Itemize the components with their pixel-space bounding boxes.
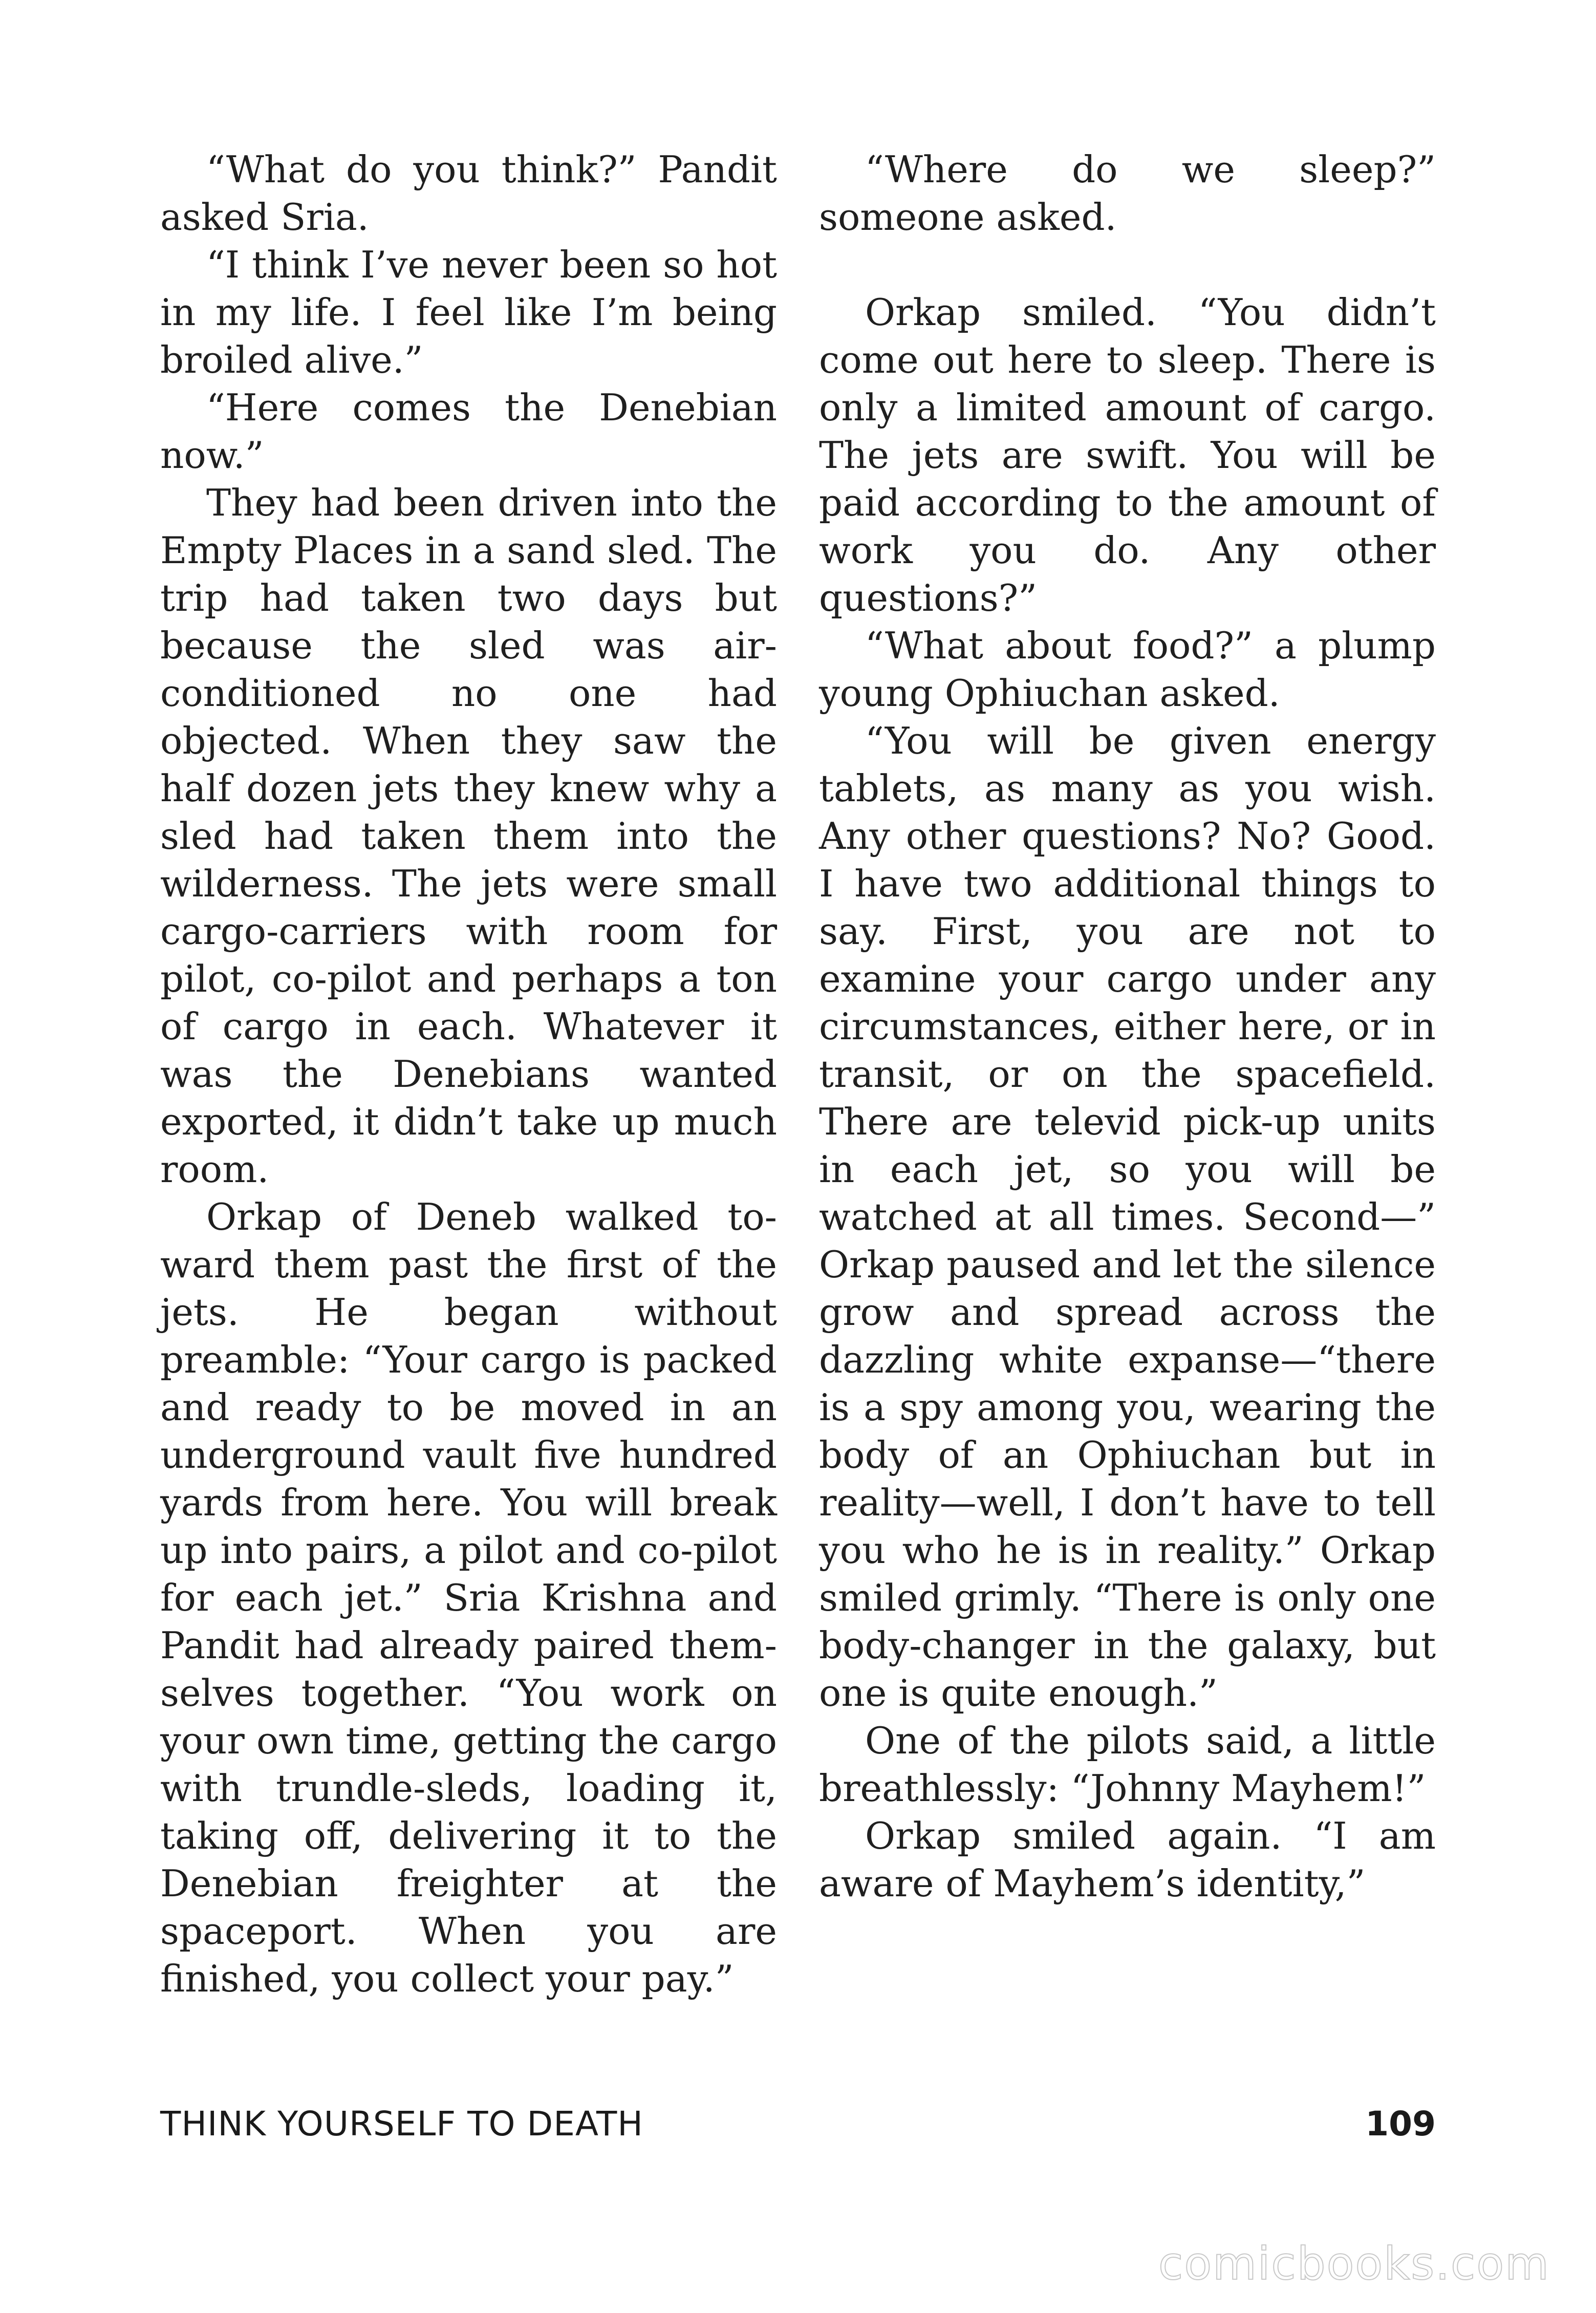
right-paragraph-5: One of the pilots said, a little breathlessly: “Johnny Mayhem!” — [819, 1719, 1436, 1810]
left-column — [160, 146, 777, 2003]
right-paragraph-2: Orkap smiled. “You didn’t come out here to sleep. There is only a limited amount of cargo. The jets are swift. You will be paid according to the amount of work you do. Any other questions?” — [819, 291, 1436, 619]
running-title: THINK YOURSELF TO DEATH — [160, 2104, 643, 2144]
left-paragraph-3: “Here comes the Denebian now.” — [160, 386, 777, 477]
left-paragraph-2: “I think I’ve never been so hot in my life. I feel like I’m being broiled alive.” — [160, 243, 777, 381]
page-number: 109 — [1365, 2104, 1436, 2144]
right-paragraph-1: “Where do we sleep?” someone asked. — [819, 148, 1436, 239]
left-paragraph-4: They had been driven into the Empty Places in a sand sled. The trip had taken two days but because the sled was air-conditioned no one had objected. When they saw the half dozen jets they knew why a sled had taken them into the wilderness. The jets were small cargo-carriers with room for pilot, co-pilot and perhaps a ton of cargo in each. Whatever it was the Denebians wanted exported, it didn’t take up much room. — [160, 481, 777, 1191]
page-footer — [160, 2104, 1436, 2155]
right-paragraph-6: Orkap smiled again. “I am aware of Mayhem’s identity,” — [819, 1814, 1436, 1905]
watermark: comicbooks.com — [1158, 2237, 1550, 2290]
right-paragraph-3: “What about food?” a plump young Ophiuchan asked. — [819, 624, 1436, 715]
left-paragraph-5: Orkap of Deneb walked toward them past the first of the jets. He began without preamble: “Your cargo is packed and ready to be moved in an underground vault five hundred yards from here. You will break up into pairs, a pilot and co-pilot for each jet.” Sria Krishna and Pandit had already paired themselves together. “You work on your own time, getting the cargo with trundle-sleds, loading it, taking off, delivering it to the Denebian freighter at the spaceport. When you are finished, you collect your pay.” — [160, 1195, 777, 2000]
right-column — [819, 146, 1436, 1908]
left-paragraph-1: “What do you think?” Pandit asked Sria. — [160, 148, 777, 239]
right-paragraph-4: “You will be given energy tablets, as many as you wish. Any other questions? No? Good. I have two additional things to say. First, you are not to examine your cargo under any circumstances, either here, or in transit, or on the spacefield. There are televid pick-up units in each jet, so you will be watched at all times. Second—” Orkap paused and let the silence grow and spread across the dazzling white expanse—“there is a spy among you, wearing the body of an Ophiuchan but in reality—well, I don’t have to tell you who he is in reality.” Orkap smiled grimly. “There is only one body-changer in the galaxy, but one is quite enough.” — [819, 719, 1436, 1715]
